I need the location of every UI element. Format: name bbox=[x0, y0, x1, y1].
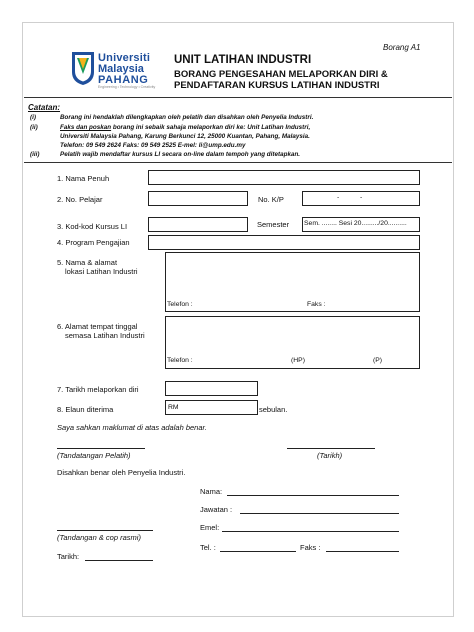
university-logo bbox=[70, 50, 170, 90]
label-faks-penyelia: Faks : bbox=[300, 543, 321, 552]
logo-text-line3: PAHANG bbox=[98, 74, 149, 86]
university-crest-icon bbox=[70, 50, 96, 86]
notes-heading: Catatan: bbox=[28, 103, 61, 112]
input-tel-penyelia[interactable] bbox=[220, 551, 296, 552]
note-1: Borang ini hendaklah dilengkapkan oleh pelatih dan disahkan oleh Penyelia Industri. bbox=[60, 114, 314, 121]
form-title-sub1: BORANG PENGESAHAN MELAPORKAN DIRI & bbox=[174, 69, 388, 80]
note-2-underlined: Faks dan poskan bbox=[60, 124, 112, 131]
sign-cop-line[interactable] bbox=[57, 530, 153, 531]
input-faks-penyelia[interactable] bbox=[326, 551, 399, 552]
note-2-contacts: Telefon: 09 549 2624 Faks: 09 549 2525 E-mel: li@ump.edu.my bbox=[60, 142, 246, 149]
label-nama-penuh: 1. Nama Penuh bbox=[57, 174, 110, 183]
faks-li-label: Faks : bbox=[307, 301, 326, 308]
rm-prefix: RM bbox=[168, 404, 179, 411]
input-nama-penuh[interactable] bbox=[148, 170, 420, 185]
disahkan-statement: Disahkan benar oleh Penyelia Industri. bbox=[57, 468, 186, 477]
label-alamat-li-2: lokasi Latihan Industri bbox=[65, 267, 138, 276]
input-tarikh-lapor[interactable] bbox=[165, 381, 258, 396]
label-emel: Emel: bbox=[200, 523, 220, 532]
note-2 bbox=[60, 124, 310, 131]
form-title-sub2: PENDAFTARAN KURSUS LATIHAN INDUSTRI bbox=[174, 80, 380, 91]
note-mark-2: (ii) bbox=[30, 124, 38, 131]
input-jawatan[interactable] bbox=[240, 513, 399, 514]
declaration-statement: Saya sahkan maklumat di atas adalah benar. bbox=[57, 423, 207, 432]
no-kp-dash-1: - bbox=[337, 194, 340, 201]
note-mark-1: (i) bbox=[30, 114, 36, 121]
notes-divider bbox=[24, 162, 452, 163]
note-mark-3: (iii) bbox=[30, 151, 40, 158]
telefon-tinggal-label: Telefon : bbox=[167, 357, 193, 364]
input-emel[interactable] bbox=[222, 531, 399, 532]
tarikh-pelatih-caption: (Tarikh) bbox=[317, 451, 343, 460]
input-kod-kursus[interactable] bbox=[148, 217, 248, 232]
label-tarikh-penyelia: Tarikh: bbox=[57, 552, 80, 561]
logo-tagline: Engineering • Technology • Creativity bbox=[98, 85, 156, 89]
logo-text-line2: Malaysia bbox=[98, 63, 144, 75]
input-program[interactable] bbox=[148, 235, 420, 250]
label-elaun: 8. Elaun diterima bbox=[57, 405, 114, 414]
telefon-li-label: Telefon : bbox=[167, 301, 193, 308]
label-nama-penyelia: Nama: bbox=[200, 487, 223, 496]
label-kod-kursus: 3. Kod-kod Kursus LI bbox=[57, 222, 128, 231]
label-no-pelajar: 2. No. Pelajar bbox=[57, 195, 103, 204]
semester-value: Sem. ........ Sesi 20........./20.......... bbox=[304, 220, 407, 227]
label-alamat-tinggal-2: semasa Latihan Industri bbox=[65, 331, 145, 340]
label-sebulan: sebulan. bbox=[259, 405, 288, 414]
form-title-main: UNIT LATIHAN INDUSTRI bbox=[174, 54, 312, 66]
label-program: 4. Program Pengajian bbox=[57, 238, 130, 247]
logo-text-line1: Universiti bbox=[98, 52, 151, 64]
label-jawatan: Jawatan : bbox=[200, 505, 233, 514]
label-no-kp: No. K/P bbox=[258, 195, 284, 204]
p-label: (P) bbox=[373, 357, 383, 364]
hp-label: (HP) bbox=[291, 357, 305, 364]
tarikh-pelatih-line[interactable] bbox=[287, 448, 375, 449]
sign-pelatih-line[interactable] bbox=[57, 448, 145, 449]
label-alamat-li-1: 5. Nama & alamat bbox=[57, 258, 118, 267]
note-2-address: Universiti Malaysia Pahang, Karung Berkunci 12, 25000 Kuantan, Pahang, Malaysia. bbox=[60, 133, 310, 140]
input-nama-penyelia[interactable] bbox=[227, 495, 399, 496]
input-alamat-li[interactable] bbox=[165, 252, 420, 312]
note-3: Pelatih wajib mendaftar kursus LI secara on-line dalam tempoh yang ditetapkan. bbox=[60, 151, 301, 158]
label-semester: Semester bbox=[257, 220, 290, 229]
no-kp-dash-2: - bbox=[360, 194, 363, 201]
input-no-pelajar[interactable] bbox=[148, 191, 248, 206]
form-code: Borang A1 bbox=[383, 43, 421, 52]
label-tel-penyelia: Tel. : bbox=[200, 543, 216, 552]
label-alamat-tinggal-1: 6. Alamat tempat tinggal bbox=[57, 322, 138, 331]
note-2-text: borang ini sebaik sahaja melaporkan diri ke: Unit Latihan Industri, bbox=[111, 124, 311, 131]
label-tarikh-lapor: 7. Tarikh melaporkan diri bbox=[57, 385, 139, 394]
input-tarikh-penyelia[interactable] bbox=[85, 560, 153, 561]
sign-cop-caption: (Tandangan & cop rasmi) bbox=[57, 533, 141, 542]
header-divider bbox=[24, 97, 452, 98]
sign-pelatih-caption: (Tandatangan Pelatih) bbox=[57, 451, 131, 460]
